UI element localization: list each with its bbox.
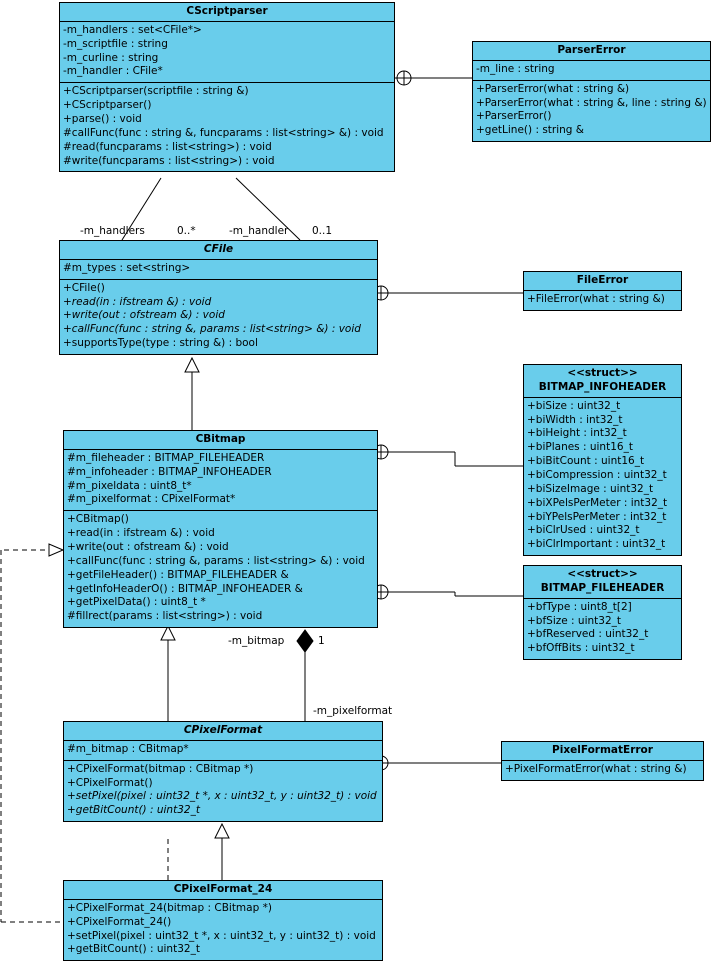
attribute-row: +biClrImportant : uint32_t: [527, 538, 666, 551]
class-box-bitmap-infoheader[interactable]: [523, 364, 682, 556]
multiplicity-label-zero-one: 0..1: [312, 225, 333, 237]
operation-row: #fillrect(params : list<string>) : void: [67, 610, 263, 623]
operations-compartment: [524, 291, 681, 310]
operations-compartment: [60, 83, 394, 171]
class-title: CFile: [60, 241, 377, 260]
attribute-row: #m_bitmap : CBitmap*: [67, 742, 189, 755]
association-label-m-bitmap: -m_bitmap: [228, 635, 285, 647]
class-title: CPixelFormat_24: [64, 881, 382, 900]
attribute-row: +biPlanes : uint16_t: [527, 441, 633, 454]
operation-row: +supportsType(type : string &) : bool: [63, 337, 258, 350]
attribute-row: +biSize : uint32_t: [527, 399, 621, 412]
class-title: CPixelFormat: [64, 722, 382, 741]
attribute-row: +biHeight : int32_t: [527, 427, 627, 440]
operation-row: #callFunc(func : string &, funcparams : list<string> &) : void: [63, 126, 384, 139]
operation-row: +ParserError(): [476, 110, 552, 123]
operations-compartment: [60, 280, 377, 354]
operation-row: +CScriptparser(): [63, 99, 152, 112]
operation-row: +getPixelData() : uint8_t *: [67, 596, 206, 609]
attribute-row: +biWidth : int32_t: [527, 413, 623, 426]
attributes-compartment: [60, 22, 394, 83]
attribute-row: -m_curline : string: [63, 51, 159, 64]
operation-row: +CPixelFormat_24(bitmap : CBitmap *): [67, 901, 272, 914]
attribute-row: #m_types : set<string>: [63, 261, 191, 274]
operation-row: +callFunc(func : string &, params : list<string> &) : void: [67, 554, 365, 567]
class-title: FileError: [524, 272, 681, 291]
operations-compartment: [64, 900, 382, 960]
operation-row: +read(in : ifstream &) : void: [63, 295, 212, 308]
attribute-row: +biClrUsed : uint32_t: [527, 524, 640, 537]
class-title: BITMAP_INFOHEADER: [524, 381, 681, 398]
class-box-cpixelformat-24[interactable]: [63, 880, 383, 961]
attribute-row: +biXPelsPerMeter : int32_t: [527, 496, 668, 509]
attribute-row: +biYPelsPerMeter : int32_t: [527, 510, 667, 523]
attribute-row: -m_handler : CFile*: [63, 65, 163, 78]
attribute-row: +bfSize : uint32_t: [527, 614, 621, 627]
operations-compartment: [64, 511, 377, 627]
operation-row: #write(funcparams : list<string>) : void: [63, 154, 275, 167]
operation-row: +write(out : ofstream &) : void: [67, 541, 229, 554]
stereotype-label: <<struct>>: [567, 568, 638, 580]
operation-row: +CScriptparser(scriptfile : string &): [63, 85, 249, 98]
attributes-compartment: [64, 741, 382, 761]
operation-row: +callFunc(func : string &, params : list<string> &) : void: [63, 323, 361, 336]
operations-compartment: [473, 81, 710, 141]
operation-row: +CPixelFormat(bitmap : CBitmap *): [67, 762, 254, 775]
class-title: CBitmap: [64, 431, 377, 450]
attributes-compartment: [524, 599, 681, 659]
operations-compartment: [502, 761, 703, 780]
class-title: PixelFormatError: [502, 742, 703, 761]
class-box-pixelformaterror[interactable]: [501, 741, 704, 781]
attribute-row: #m_pixeldata : uint8_t*: [67, 479, 192, 492]
association-label-m-pixelformat: -m_pixelformat: [313, 705, 393, 717]
attribute-row: +biSizeImage : uint32_t: [527, 482, 654, 495]
class-box-parsererror[interactable]: [472, 41, 711, 142]
attributes-compartment: [60, 260, 377, 280]
operation-row: +CFile(): [63, 281, 105, 294]
class-box-cfile[interactable]: [59, 240, 378, 355]
attribute-row: -m_scriptfile : string: [63, 37, 168, 50]
operation-row: +CPixelFormat_24(): [67, 915, 172, 928]
operations-compartment: [64, 761, 382, 821]
attribute-row: +biBitCount : uint16_t: [527, 455, 645, 468]
operation-row: +CPixelFormat(): [67, 776, 153, 789]
class-box-cscriptparser[interactable]: [59, 2, 395, 172]
class-box-cbitmap[interactable]: [63, 430, 378, 628]
class-box-bitmap-fileheader[interactable]: [523, 565, 682, 660]
stereotype-label: <<struct>>: [567, 367, 638, 379]
attribute-row: +biCompression : uint32_t: [527, 469, 667, 482]
attributes-compartment: [473, 61, 710, 81]
operation-row: +getFileHeader() : BITMAP_FILEHEADER &: [67, 568, 289, 581]
multiplicity-label-many: 0..*: [177, 225, 196, 237]
class-box-fileerror[interactable]: [523, 271, 682, 311]
attribute-row: +bfReserved : uint32_t: [527, 628, 649, 641]
operation-row: +ParserError(what : string &, line : string &): [476, 96, 707, 109]
attributes-compartment: [64, 450, 377, 511]
association-label-m-handlers: -m_handlers: [80, 225, 145, 237]
operation-row: #read(funcparams : list<string>) : void: [63, 140, 272, 153]
operation-row: +CBitmap(): [67, 513, 129, 526]
attribute-row: -m_handlers : set<CFile*>: [63, 23, 202, 36]
attribute-row: #m_fileheader : BITMAP_FILEHEADER: [67, 451, 265, 464]
association-label-m-handler: -m_handler: [229, 225, 289, 237]
attribute-row: +bfOffBits : uint32_t: [527, 642, 635, 655]
operation-row: +getLine() : string &: [476, 124, 584, 137]
operation-row: +FileError(what : string &): [527, 292, 665, 305]
operation-row: +parse() : void: [63, 113, 142, 126]
operation-row: +PixelFormatError(what : string &): [505, 762, 687, 775]
operation-row: +setPixel(pixel : uint32_t *, x : uint32_t, y : uint32_t) : void: [67, 929, 376, 942]
operation-row: +ParserError(what : string &): [476, 82, 630, 95]
operation-row: +getBitCount() : uint32_t: [67, 943, 200, 956]
operation-row: +getBitCount() : uint32_t: [67, 804, 200, 817]
class-title: ParserError: [473, 42, 710, 61]
attribute-row: #m_pixelformat : CPixelFormat*: [67, 493, 236, 506]
attribute-row: #m_infoheader : BITMAP_INFOHEADER: [67, 465, 272, 478]
operation-row: +setPixel(pixel : uint32_t *, x : uint32_t, y : uint32_t) : void: [67, 790, 377, 803]
attributes-compartment: [524, 398, 681, 555]
operation-row: +getInfoHeaderO() : BITMAP_INFOHEADER &: [67, 582, 303, 595]
class-box-cpixelformat[interactable]: [63, 721, 383, 822]
operation-row: +write(out : ofstream &) : void: [63, 309, 225, 322]
class-title: BITMAP_FILEHEADER: [524, 582, 681, 599]
attribute-row: +bfType : uint8_t[2]: [527, 600, 632, 613]
class-title: CScriptparser: [60, 3, 394, 22]
attribute-row: -m_line : string: [476, 62, 555, 75]
operation-row: +read(in : ifstream &) : void: [67, 527, 215, 540]
multiplicity-label-one: 1: [318, 635, 325, 647]
